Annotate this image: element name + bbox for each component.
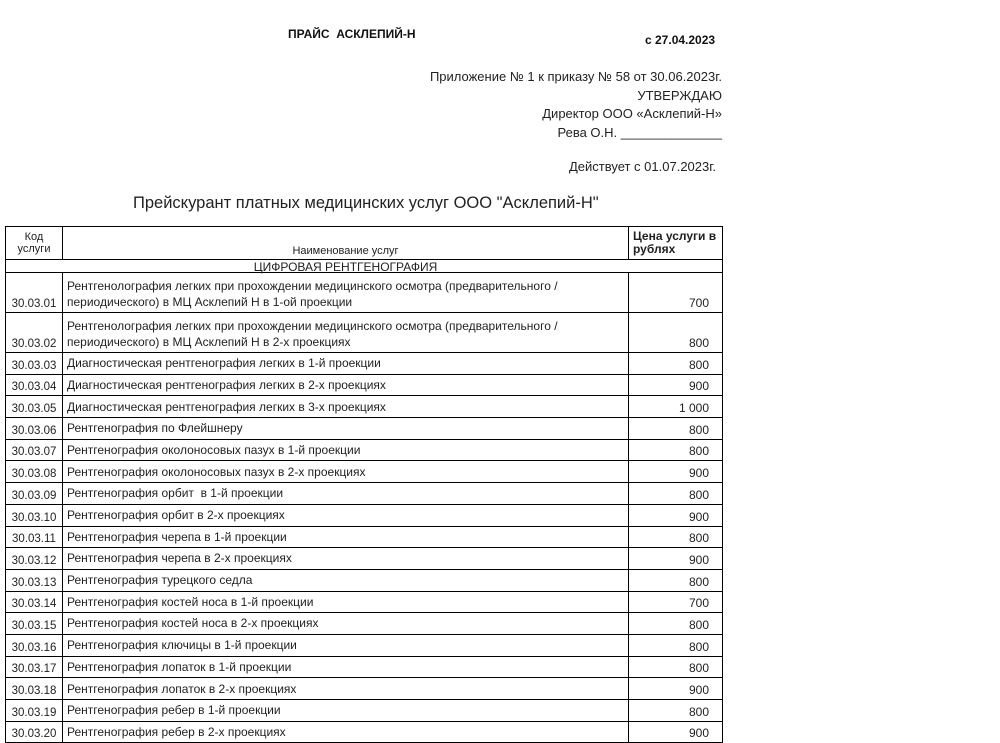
table-row (6, 353, 723, 375)
table-row (6, 461, 723, 483)
service-code: 30.03.10 (6, 504, 63, 526)
service-name: Рентгенография околоносовых пазух в 1-й проекции (63, 439, 629, 461)
table-row (6, 418, 723, 440)
service-code: 30.03.04 (6, 374, 63, 396)
service-price: 900 (629, 461, 723, 483)
service-name: Рентгенография ребер в 2-х проекциях (63, 721, 629, 743)
table-row (6, 569, 723, 591)
service-name: Рентгенография орбит в 1-й проекции (63, 483, 629, 505)
service-name: Рентгенография лопаток в 1-й проекции (63, 656, 629, 678)
table-row (6, 591, 723, 613)
service-code: 30.03.01 (6, 273, 63, 313)
service-name: Рентгенолография легких при прохождении медицинского осмотра (предварительного / периодического) в МЦ Асклепий Н в 2-х проекциях (63, 313, 629, 353)
service-price: 800 (629, 700, 723, 722)
service-code: 30.03.17 (6, 656, 63, 678)
table-row (6, 634, 723, 656)
table-row (6, 613, 723, 635)
service-price: 800 (629, 613, 723, 635)
table-row (6, 483, 723, 505)
table-header-row (6, 227, 723, 260)
service-price: 900 (629, 504, 723, 526)
service-name: Рентгенография лопаток в 2-х проекциях (63, 678, 629, 700)
table-row (6, 526, 723, 548)
table-row (6, 396, 723, 418)
service-price: 1 000 (629, 396, 723, 418)
service-price: 900 (629, 548, 723, 570)
service-name: Диагностическая рентгенография легких в 3-х проекциях (63, 396, 629, 418)
service-code: 30.03.15 (6, 613, 63, 635)
service-code: 30.03.06 (6, 418, 63, 440)
service-code: 30.03.07 (6, 439, 63, 461)
service-code: 30.03.13 (6, 569, 63, 591)
doc-header-date: с 27.04.2023 (645, 33, 716, 47)
price-table (5, 226, 723, 743)
service-name: Рентгенолография легких при прохождении медицинского осмотра (предварительного / периодического) в МЦ Асклепий Н в 1-ой проекции (63, 273, 629, 313)
service-code: 30.03.20 (6, 721, 63, 743)
service-name: Рентгенография по Флейшнеру (63, 418, 629, 440)
service-code: 30.03.11 (6, 526, 63, 548)
service-price: 700 (629, 273, 723, 313)
table-row (6, 504, 723, 526)
service-code: 30.03.05 (6, 396, 63, 418)
column-header-name: Наименование услуг (63, 227, 629, 260)
approval-approve-label: УТВЕРЖДАЮ (637, 87, 722, 103)
service-price: 700 (629, 591, 723, 613)
service-name: Диагностическая рентгенография легких в 1-й проекции (63, 353, 629, 375)
service-code: 30.03.19 (6, 700, 63, 722)
table-row (6, 700, 723, 722)
service-price: 800 (629, 526, 723, 548)
service-price: 800 (629, 656, 723, 678)
service-price: 800 (629, 439, 723, 461)
service-code: 30.03.18 (6, 678, 63, 700)
approval-block (430, 68, 722, 177)
service-name: Рентгенография ребер в 1-й проекции (63, 700, 629, 722)
service-price: 900 (629, 678, 723, 700)
service-name: Рентгенография околоносовых пазух в 2-х проекциях (63, 461, 629, 483)
service-name: Рентгенография турецкого седла (63, 569, 629, 591)
approval-appendix-line: Приложение № 1 к приказу № 58 от 30.06.2023г. (429, 69, 722, 84)
service-code: 30.03.09 (6, 483, 63, 505)
document-title: Прейскурант платных медицинских услуг ООО "Асклепий-Н" (133, 194, 599, 212)
table-row (6, 656, 723, 678)
approval-valid-from: Действует с 01.07.2023г. (568, 159, 716, 175)
service-price: 800 (629, 634, 723, 656)
table-row (6, 548, 723, 570)
approval-director-line: Директор ООО «Асклепий-Н» (542, 106, 722, 122)
service-price: 900 (629, 721, 723, 743)
service-price: 800 (629, 483, 723, 505)
service-code: 30.03.16 (6, 634, 63, 656)
service-name: Рентгенография ключицы в 1-й проекции (63, 634, 629, 656)
service-name: Рентгенография костей носа в 2-х проекциях (63, 613, 629, 635)
service-name: Рентгенография черепа в 2-х проекциях (63, 548, 629, 570)
service-code: 30.03.08 (6, 461, 63, 483)
column-header-code: Код услуги (6, 227, 63, 260)
service-code: 30.03.02 (6, 313, 63, 353)
table-row (6, 273, 723, 313)
service-code: 30.03.12 (6, 548, 63, 570)
service-name: Рентгенография костей носа в 1-й проекции (63, 591, 629, 613)
table-row (6, 678, 723, 700)
approval-signature-line: Рева О.Н. ______________ (557, 124, 722, 140)
service-code: 30.03.14 (6, 591, 63, 613)
section-title: ЦИФРОВАЯ РЕНТГЕНОГРАФИЯ (253, 260, 438, 274)
service-price: 800 (629, 313, 723, 353)
table-section-row (6, 260, 723, 273)
service-code: 30.03.03 (6, 353, 63, 375)
service-price: 900 (629, 374, 723, 396)
service-price: 800 (629, 353, 723, 375)
table-row (6, 721, 723, 743)
service-name: Диагностическая рентгенография легких в 2-х проекциях (63, 374, 629, 396)
service-price: 800 (629, 418, 723, 440)
service-price: 800 (629, 569, 723, 591)
table-row (6, 313, 723, 353)
doc-header-title: ПРАЙС АСКЛЕПИЙ-Н (288, 27, 416, 41)
column-header-price: Цена услуги в рублях (629, 227, 723, 260)
table-row (6, 439, 723, 461)
table-row (6, 374, 723, 396)
service-name: Рентгенография черепа в 1-й проекции (63, 526, 629, 548)
service-name: Рентгенография орбит в 2-х проекциях (63, 504, 629, 526)
